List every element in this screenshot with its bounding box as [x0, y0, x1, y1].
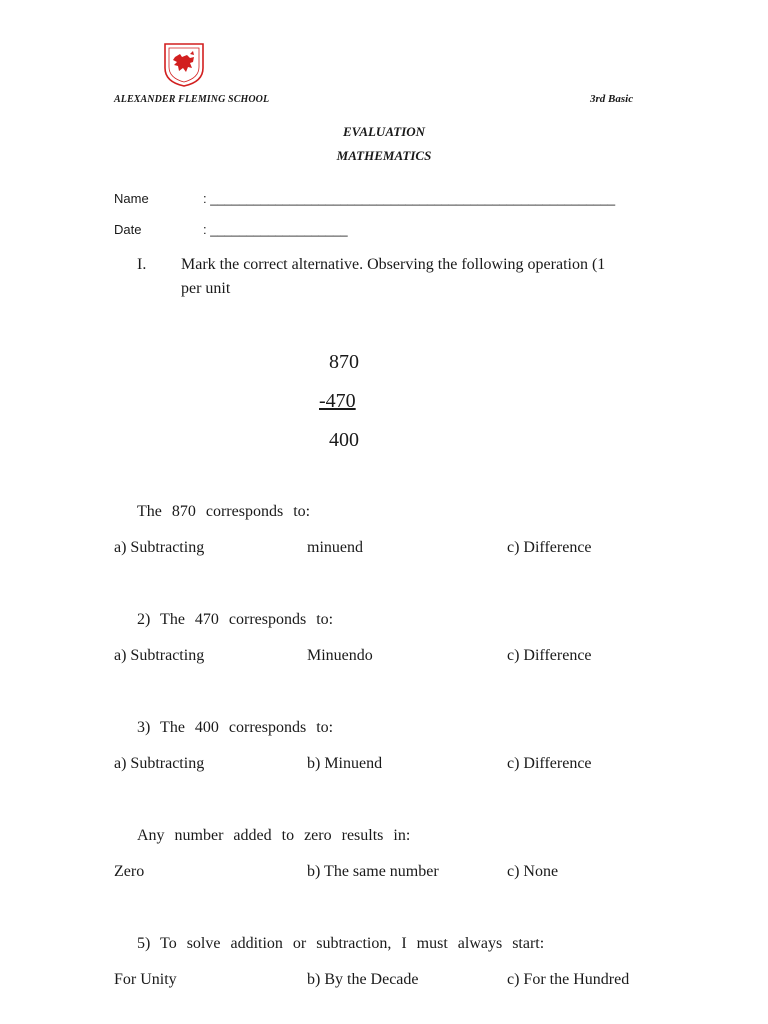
- question-prompt: 3) The 400 corresponds to:: [137, 719, 334, 736]
- operation-result: 400: [329, 429, 359, 451]
- option-a[interactable]: Zero: [114, 863, 145, 880]
- evaluation-title: EVALUATION: [342, 124, 426, 139]
- operation-minuend: 870: [329, 351, 359, 373]
- name-field[interactable]: : ________________________________________________________: [203, 191, 616, 206]
- option-b[interactable]: b) Minuend: [307, 755, 383, 772]
- option-b[interactable]: b) The same number: [307, 863, 439, 880]
- question-prompt: The 870 corresponds to:: [137, 503, 311, 520]
- section-instruction-line2: per unit: [181, 280, 231, 297]
- option-c[interactable]: c) Difference: [507, 647, 592, 664]
- option-a[interactable]: a) Subtracting: [114, 647, 205, 664]
- question-prompt: 2) The 470 corresponds to:: [137, 611, 334, 628]
- question-prompt: Any number added to zero results in:: [137, 827, 411, 844]
- section-numeral: I.: [137, 256, 147, 273]
- option-a[interactable]: a) Subtracting: [114, 755, 205, 772]
- date-label: Date: [114, 222, 142, 237]
- option-c[interactable]: c) None: [507, 863, 559, 880]
- option-a[interactable]: For Unity: [114, 971, 177, 988]
- option-a[interactable]: a) Subtracting: [114, 539, 205, 556]
- question-prompt: 5) To solve addition or subtraction, I must always start:: [137, 935, 545, 952]
- section-instruction-line1: Mark the correct alternative. Observing the following operation (1: [181, 256, 606, 273]
- option-b[interactable]: Minuendo: [307, 647, 373, 664]
- option-c[interactable]: c) Difference: [507, 539, 592, 556]
- name-label: Name: [114, 191, 149, 206]
- option-b[interactable]: minuend: [307, 539, 363, 556]
- date-field[interactable]: : ___________________: [203, 222, 348, 237]
- operation-subtrahend: -470: [319, 390, 356, 412]
- option-b[interactable]: b) By the Decade: [307, 971, 419, 988]
- subject-title: MATHEMATICS: [336, 148, 432, 163]
- school-name: ALEXANDER FLEMING SCHOOL: [114, 94, 270, 105]
- grade-label: 3rd Basic: [590, 93, 634, 105]
- option-c[interactable]: c) For the Hundred: [507, 971, 630, 988]
- option-c[interactable]: c) Difference: [507, 755, 592, 772]
- school-crest-logo: [163, 42, 205, 88]
